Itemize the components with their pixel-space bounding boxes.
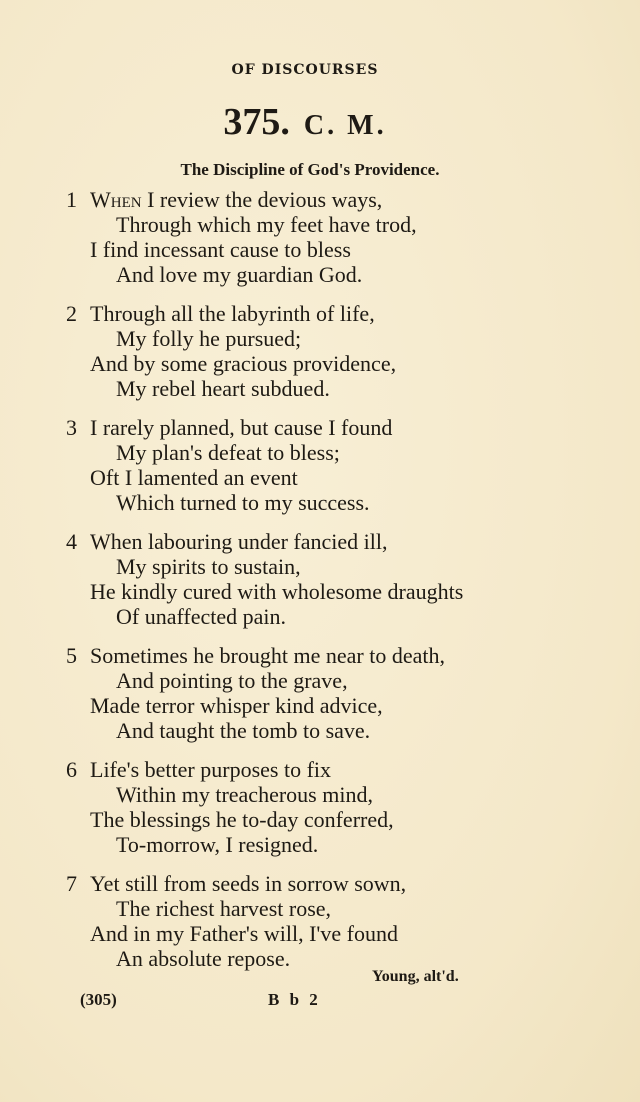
verse <box>66 301 546 401</box>
verse-line: My plan's defeat to bless; <box>116 440 340 465</box>
verse <box>66 757 546 857</box>
verse-line: The blessings he to-day conferred, <box>90 807 394 832</box>
verse-line: Of unaffected pain. <box>116 604 287 629</box>
verse-number: 5 <box>66 643 77 668</box>
verse-number: 6 <box>66 757 77 782</box>
verse <box>66 871 546 971</box>
verse-line: And love my guardian God. <box>116 262 363 287</box>
verse-line: Which turned to my success. <box>116 490 370 515</box>
verse-number: 4 <box>66 529 77 554</box>
verse-line: Oft I lamented an event <box>90 465 298 490</box>
verse-line: He kindly cured with wholesome draughts <box>90 579 464 604</box>
running-head: OF DISCOURSES <box>231 62 379 78</box>
hymn-heading <box>0 100 610 144</box>
verse-number: 1 <box>66 187 77 212</box>
verse-line: Through which my feet have trod, <box>116 212 417 237</box>
verse <box>66 529 546 629</box>
verse-line: I rarely planned, but cause I found <box>90 415 393 440</box>
verse-line: And in my Father's will, I've found <box>90 921 398 946</box>
verse-line: And pointing to the grave, <box>116 668 348 693</box>
verse-line: I find incessant cause to bless <box>90 237 351 262</box>
hymn-meter: C. M. <box>303 110 387 141</box>
verse-line: And by some gracious providence, <box>90 351 397 376</box>
hymn-title: The Discipline of God's Providence. <box>180 160 440 179</box>
verse-line: To-morrow, I resigned. <box>116 832 319 857</box>
verse-line: Made terror whisper kind advice, <box>90 693 383 718</box>
verse <box>66 415 546 515</box>
verse-line: Within my treacherous mind, <box>116 782 373 807</box>
verse-line: Through all the labyrinth of life, <box>90 301 375 326</box>
attribution: Young, alt'd. <box>372 968 459 985</box>
verse-line: Life's better purposes to fix <box>90 757 332 782</box>
verse-line: Yet still from seeds in sorrow sown, <box>90 871 407 896</box>
verse-line: Sometimes he brought me near to death, <box>90 643 445 668</box>
verse-line: When I review the devious ways, <box>90 187 383 212</box>
verse <box>66 187 546 287</box>
verse-line: The richest harvest rose, <box>116 896 332 921</box>
verses <box>66 187 546 985</box>
verse-line: My rebel heart subdued. <box>116 376 330 401</box>
hymn-number: 375. <box>223 101 290 143</box>
verse-number: 2 <box>66 301 77 326</box>
verse-line: My folly he pursued; <box>116 326 302 351</box>
verse <box>66 643 546 743</box>
verse-number: 7 <box>66 871 77 896</box>
verse-line: An absolute repose. <box>116 946 291 971</box>
signature-mark: B b 2 <box>268 990 321 1009</box>
verse-line: My spirits to sustain, <box>116 554 301 579</box>
verse-line: And taught the tomb to save. <box>116 718 371 743</box>
verse-number: 3 <box>66 415 77 440</box>
page-number: (305) <box>80 990 117 1009</box>
verse-line: When labouring under fancied ill, <box>90 529 388 554</box>
opening-word: When <box>90 187 142 212</box>
